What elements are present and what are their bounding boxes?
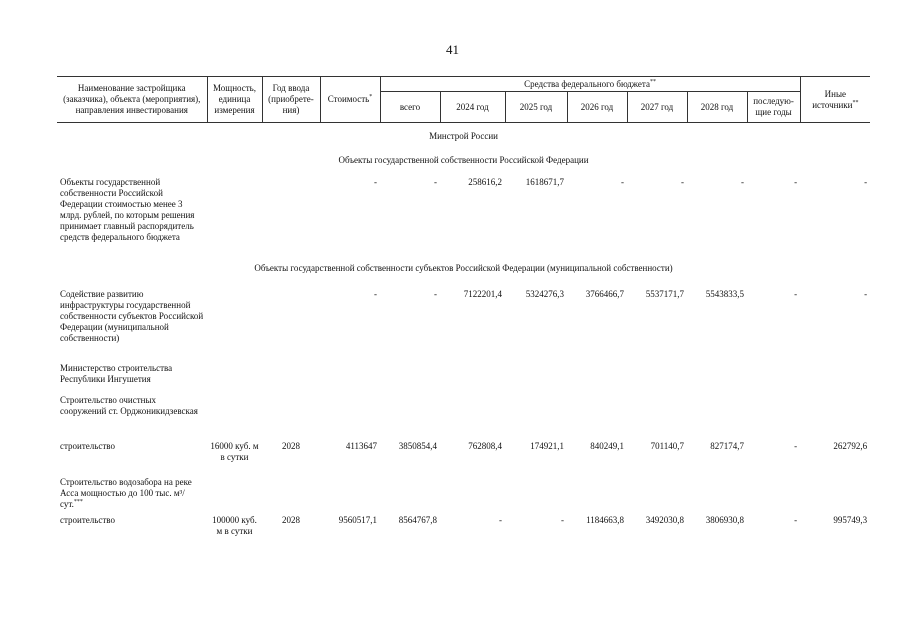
- row-2026: 3766466,7: [585, 288, 624, 299]
- header-cost: Стоимость*: [320, 77, 380, 123]
- row-2027: 3492030,8: [645, 514, 684, 525]
- table-row: [57, 441, 870, 477]
- row-cost: -: [374, 288, 377, 299]
- header-2028: 2028 год: [687, 92, 747, 123]
- row-2026: -: [621, 176, 624, 187]
- ministry-ingushetia-label: Министерство строительства Республики Ингушетия: [60, 362, 173, 384]
- row-capacity: [207, 289, 262, 363]
- row-2025: -: [561, 514, 564, 525]
- row-capacity: 100000 куб. м в сутки: [212, 514, 257, 536]
- row-year: [262, 289, 320, 363]
- header-name: Наименование застройщика (заказчика), объекта (мероприятия), направления инвестирования: [57, 77, 207, 123]
- row-2024: 762808,4: [468, 440, 502, 451]
- row-2028: 3806930,8: [705, 514, 744, 525]
- row-total: 8564767,8: [398, 514, 437, 525]
- row-2027: 701140,7: [650, 440, 684, 451]
- row-capacity: 16000 куб. м в сутки: [210, 440, 259, 462]
- table-row: [57, 515, 870, 545]
- row-name: Объекты государственной собственности Российской Федерации стоимостью менее 3 млрд. рублей, по которым решения принимает главный распорядитель средств федерального бюджета: [60, 176, 195, 242]
- row-2024: 258616,2: [468, 176, 502, 187]
- row-total: -: [434, 176, 437, 187]
- row-name: строительство: [60, 514, 115, 525]
- row-other-sources: 262792,6: [833, 440, 868, 451]
- header-2024: 2024 год: [440, 92, 505, 123]
- header-2026: 2026 год: [567, 92, 627, 123]
- header-year: Год ввода (приобрете-ния): [262, 77, 320, 123]
- row-next-years: -: [794, 176, 798, 187]
- header-2025: 2025 год: [505, 92, 567, 123]
- row-other-sources: -: [864, 176, 868, 187]
- row-2028: -: [741, 176, 744, 187]
- row-other-sources: 995749,3: [833, 514, 868, 525]
- row-cost: 4113647: [345, 440, 377, 451]
- object-label: Строительство очистных сооружений ст. Орджоникидзевская: [60, 394, 198, 416]
- row-2025: 5324276,3: [525, 288, 564, 299]
- header-next-years: последую-щие годы: [747, 92, 800, 123]
- row-cost: 9560517,1: [338, 514, 377, 525]
- header-2027: 2027 год: [627, 92, 687, 123]
- row-next-years: -: [794, 514, 798, 525]
- section-regional-property: Объекты государственной собственности субъектов Российской Федерации (муниципальной собственности): [254, 262, 673, 273]
- row-next-years: -: [794, 440, 798, 451]
- object-label: Строительство водозабора на реке Асса мощностью до 100 тыс. м³/сут.***: [60, 476, 192, 509]
- row-2024: 7122201,4: [463, 288, 502, 299]
- row-2028: 5543833,5: [705, 288, 744, 299]
- row-name: строительство: [60, 440, 115, 451]
- row-2028: 827174,7: [710, 440, 744, 451]
- header-capacity: Мощность, единица измерения: [207, 77, 262, 123]
- investment-table: [57, 76, 870, 545]
- row-year: 2028: [282, 514, 300, 525]
- row-total: 3850854,4: [398, 440, 437, 451]
- row-name: Содействие развитию инфраструктуры государственной собственности субъектов Российской Федерации (муниципальной собственности): [60, 288, 204, 343]
- row-2027: 5537171,7: [645, 288, 684, 299]
- row-year: [262, 177, 320, 263]
- row-cost: -: [374, 176, 377, 187]
- row-2025: 174921,1: [530, 440, 564, 451]
- header-total: всего: [380, 92, 440, 123]
- row-2024: -: [499, 514, 502, 525]
- row-2026: 1184663,8: [586, 514, 624, 525]
- table-row: [57, 289, 870, 363]
- row-2026: 840249,1: [590, 440, 624, 451]
- row-2025: 1618671,7: [525, 176, 564, 187]
- page-number: 41: [446, 42, 459, 57]
- section-federal-property: Объекты государственной собственности Российской Федерации: [338, 154, 589, 165]
- row-other-sources: -: [864, 288, 868, 299]
- header-other-sources: Иные источники**: [800, 77, 870, 123]
- row-next-years: -: [794, 288, 798, 299]
- row-total: -: [434, 288, 437, 299]
- table-row: [57, 177, 870, 263]
- row-year: 2028: [282, 440, 300, 451]
- header-federal-budget: Средства федерального бюджета**: [380, 77, 800, 92]
- row-2027: -: [681, 176, 684, 187]
- row-capacity: [207, 177, 262, 263]
- section-ministry: Минстрой России: [429, 130, 498, 141]
